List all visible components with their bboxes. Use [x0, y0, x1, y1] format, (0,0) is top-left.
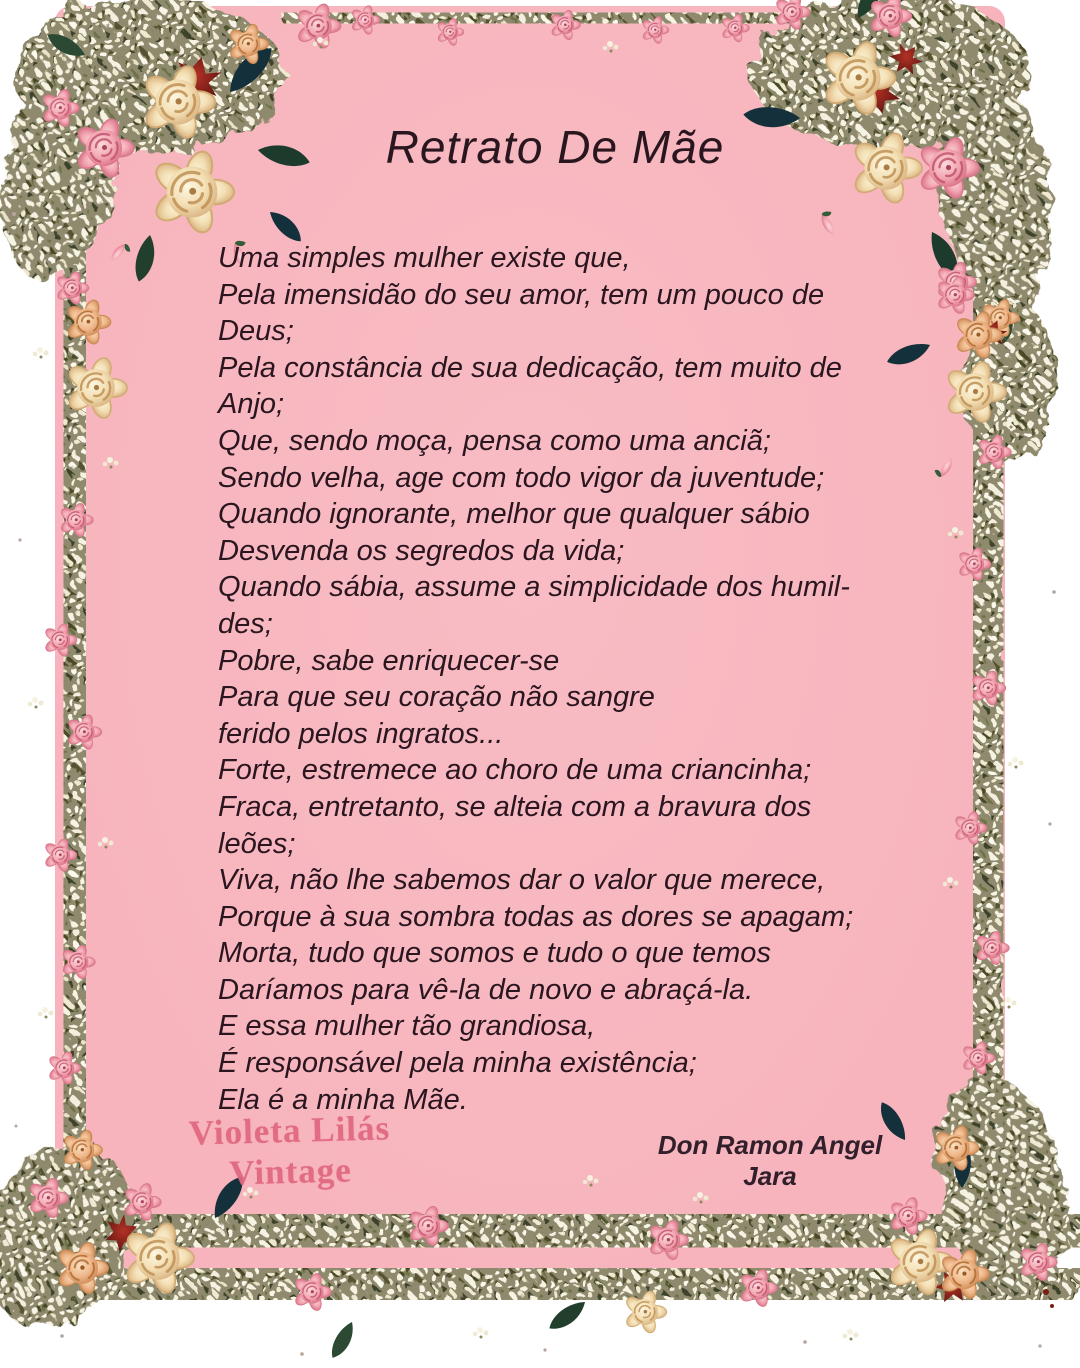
poem-line: Pobre, sabe enriquecer-se: [218, 644, 560, 677]
watermark-line1: Violeta Lilás: [188, 1108, 391, 1153]
poem-line: leões;: [218, 827, 296, 860]
watermark-line2: Vintage: [228, 1150, 353, 1193]
poem-line: ferido pelos ingratos...: [218, 717, 504, 750]
poem-line: Pela constância de sua dedicação, tem muito de: [218, 351, 842, 384]
page-title: Retrato De Mãe: [385, 121, 725, 173]
poem-line: É responsável pela minha existência;: [218, 1047, 697, 1080]
poem-line: Que, sendo moça, pensa como uma anciã;: [218, 424, 771, 457]
poem-line: Forte, estremece ao choro de uma criancinha;: [218, 754, 812, 787]
author-attribution: Don Ramon Angel Jara: [657, 1130, 883, 1191]
poem-line: Anjo;: [218, 388, 285, 421]
poem-line: Deus;: [218, 315, 294, 348]
poem-line: Uma simples mulher existe que,: [218, 242, 631, 274]
poem-line: des;: [218, 607, 273, 640]
poem-line: E essa mulher tão grandiosa,: [218, 1010, 596, 1043]
poem-line: Quando ignorante, melhor que qualquer sábio: [218, 498, 810, 531]
poem-line: Morta, tudo que somos e tudo o que temos: [218, 937, 771, 970]
poem-line: Fraca, entretanto, se alteia com a bravura dos: [218, 790, 812, 823]
poem-line: Quando sábia, assume a simplicidade dos humil-: [218, 571, 850, 604]
poem-line: Ela é a minha Mãe.: [218, 1083, 468, 1116]
poem-line: Sendo velha, age com todo vigor da juventude;: [218, 461, 825, 494]
poem-line: Daríamos para vê-la de novo e abraçá-la.: [218, 973, 754, 1006]
poem-line: Viva, não lhe sabemos dar o valor que merece,: [218, 864, 826, 897]
watermark: [174, 1107, 406, 1195]
poem-line: Porque à sua sombra todas as dores se apagam;: [218, 900, 854, 933]
poem-text: [218, 240, 918, 1118]
poem-line: Pela imensidão do seu amor, tem um pouco de: [218, 278, 825, 311]
poem-line: Desvenda os segredos da vida;: [218, 534, 625, 567]
poem-line: Para que seu coração não sangre: [218, 681, 655, 714]
